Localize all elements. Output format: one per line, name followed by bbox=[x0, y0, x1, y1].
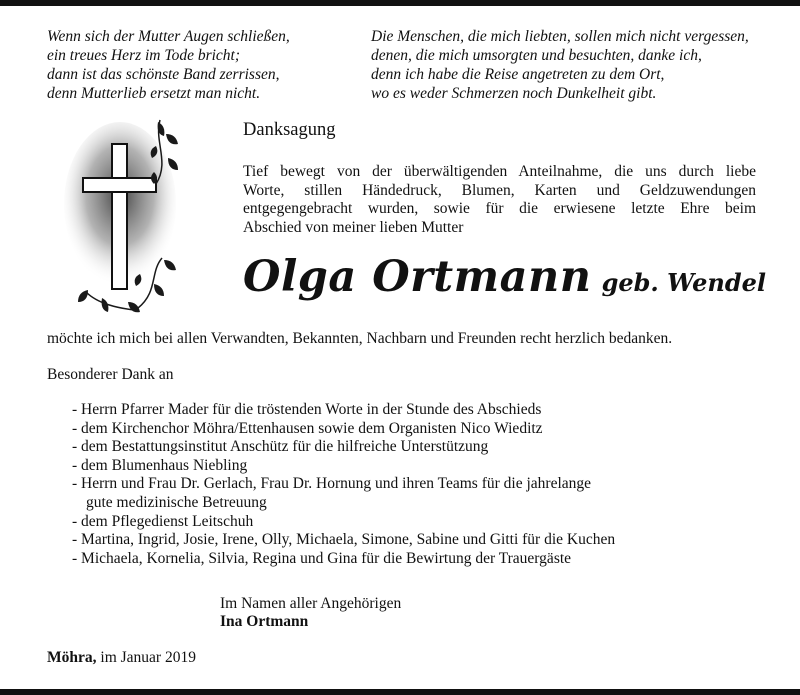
list-item: - dem Kirchenchor Möhra/Ettenhausen sowie dem Organisten Nico Wieditz bbox=[72, 419, 543, 437]
place-date bbox=[47, 649, 196, 667]
list-item-continuation: gute medizinische Betreuung bbox=[86, 493, 267, 511]
intro-line: entgegengebracht wurden, sowie für die erwiesene letzte Ehre beim bbox=[243, 200, 756, 218]
list-item: - Martina, Ingrid, Josie, Irene, Olly, Michaela, Simone, Sabine und Gitti für die Kuchen bbox=[72, 531, 616, 549]
deceased-name-suffix: geb. Wendel bbox=[601, 268, 766, 297]
poem-left-line: denn Mutterlieb ersetzt man nicht. bbox=[47, 85, 261, 102]
poem-right-line: wo es weder Schmerzen noch Dunkelheit gibt. bbox=[371, 85, 657, 102]
intro-line: Worte, stillen Händedruck, Blumen, Karten und Geldzuwendungen bbox=[243, 181, 756, 199]
special-thanks-intro: Besonderer Dank an bbox=[47, 366, 174, 383]
intro-line: Tief bewegt von der überwältigenden Anteilnahme, die uns durch liebe bbox=[243, 163, 756, 180]
list-item: - dem Blumenhaus Niebling bbox=[72, 456, 248, 474]
signature-label: Im Namen aller Angehörigen bbox=[220, 595, 402, 612]
signature-name: Ina Ortmann bbox=[220, 613, 309, 630]
special-thanks-list bbox=[72, 401, 615, 568]
intro-text bbox=[243, 163, 756, 237]
poem-left-line: ein treues Herz im Tode bricht; bbox=[47, 47, 241, 64]
deceased-name-main: Olga Ortmann bbox=[243, 252, 592, 302]
heading: Danksagung bbox=[243, 120, 336, 140]
list-item: - Herrn und Frau Dr. Gerlach, Frau Dr. Hornung und ihren Teams für die jahrelange bbox=[72, 475, 592, 493]
top-rule bbox=[0, 0, 800, 6]
bottom-rule bbox=[0, 689, 800, 695]
poem-right-line: Die Menschen, die mich liebten, sollen mich nicht vergessen, bbox=[371, 28, 749, 45]
poem-right-line: denen, die mich umsorgten und besuchten, danke ich, bbox=[371, 47, 702, 64]
poem-right bbox=[371, 27, 791, 103]
thanks-line: möchte ich mich bei allen Verwandten, Bekannten, Nachbarn und Freunden recht herzlich bedanken. bbox=[47, 330, 673, 347]
cross-with-ivy-icon bbox=[58, 112, 233, 322]
list-item: - Michaela, Kornelia, Silvia, Regina und Gina für die Bewirtung der Trauergäste bbox=[72, 549, 572, 567]
list-item: - dem Pflegedienst Leitschuh bbox=[72, 512, 254, 530]
poem-left-line: Wenn sich der Mutter Augen schließen, bbox=[47, 28, 290, 45]
poem-left bbox=[47, 27, 347, 103]
poem-right-line: denn ich habe die Reise angetreten zu dem Ort, bbox=[371, 66, 665, 83]
deceased-name bbox=[243, 252, 766, 302]
place: Möhra, bbox=[47, 649, 97, 666]
poem-left-line: dann ist das schönste Band zerrissen, bbox=[47, 66, 280, 83]
date: im Januar 2019 bbox=[100, 649, 196, 666]
intro-line: Abschied von meiner lieben Mutter bbox=[243, 218, 464, 236]
list-item: - Herrn Pfarrer Mader für die tröstenden Worte in der Stunde des Abschieds bbox=[72, 401, 542, 418]
list-item: - dem Bestattungsinstitut Anschütz für die hilfreiche Unterstützung bbox=[72, 438, 489, 456]
